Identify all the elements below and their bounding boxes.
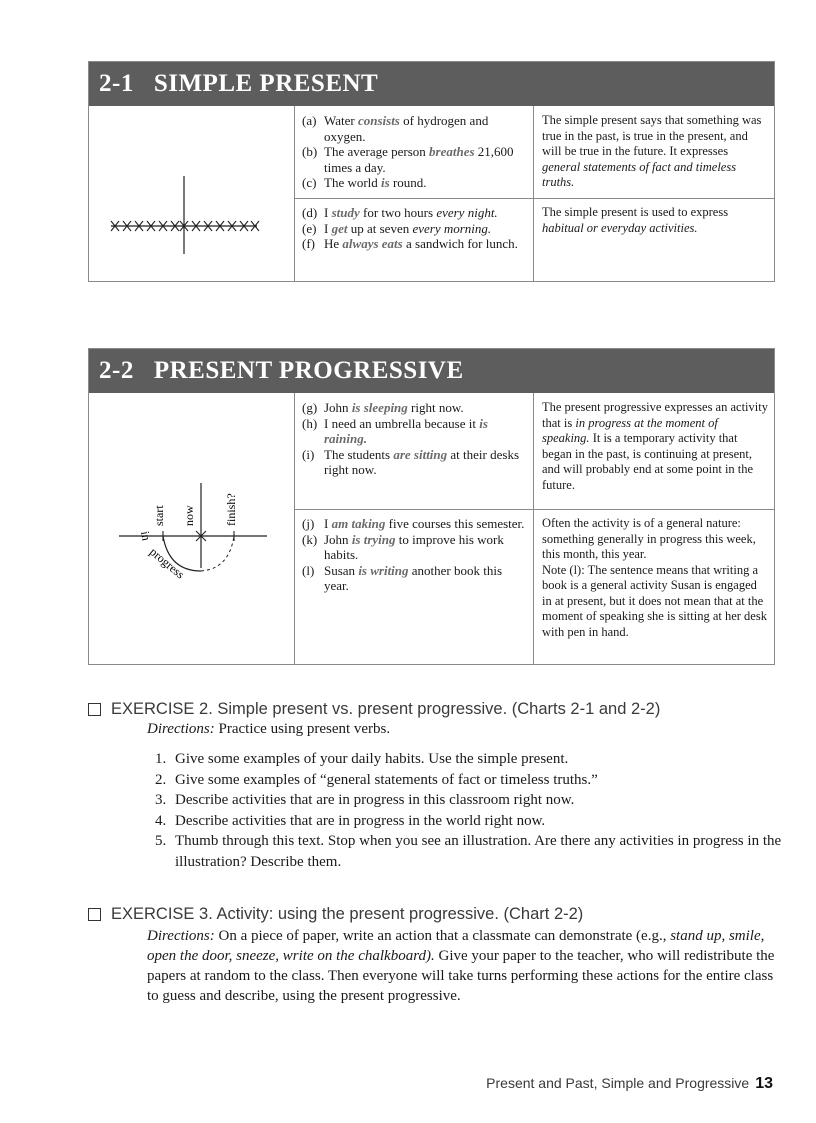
list-item: 3. Describe activities that are in progress in this classroom right now. xyxy=(155,790,788,811)
example-label: (k) xyxy=(302,531,318,547)
example-text: I xyxy=(324,220,332,236)
directions-label: Directions: xyxy=(147,721,215,737)
verb-highlight: breathes xyxy=(429,144,475,159)
example-b xyxy=(302,144,529,175)
chart-title: PRESENT PROGRESSIVE xyxy=(153,357,464,384)
explanation-note: Note (l): The sentence means that writing a book is a general activity Susan is engaged in at present, but it does not mean that at the moment of speaking she is sitting at her desk with pen in hand. xyxy=(542,562,767,639)
example-label: (c) xyxy=(302,175,317,190)
example-label: (j) xyxy=(302,516,315,531)
example-text: John xyxy=(324,531,352,547)
example-l xyxy=(302,563,529,594)
examples-column xyxy=(294,393,534,664)
example-e xyxy=(302,221,529,237)
explanation-plain: The simple present is used to express xyxy=(542,205,729,219)
example-text: The world xyxy=(324,175,382,190)
item-text: Describe activities that are in progress in the world right now. xyxy=(175,812,546,829)
example-text: of hydrogen and oxygen. xyxy=(324,113,489,144)
example-text: to improve his work habits. xyxy=(324,531,504,562)
example-j xyxy=(302,516,529,532)
chart-2-2 xyxy=(88,348,775,665)
explanation-text xyxy=(542,205,768,236)
examples-group xyxy=(302,113,529,191)
example-i xyxy=(302,447,529,478)
explanation-text xyxy=(542,113,768,191)
example-h xyxy=(302,416,529,447)
example-text: right now. xyxy=(407,400,464,415)
row-divider xyxy=(294,509,774,510)
verb-highlight: is trying xyxy=(351,531,396,547)
item-text: Thumb through this text. Stop when you see an illustration. Are there any activities in progress in the illustration? Describe them. xyxy=(175,833,782,870)
example-text: five courses this semester. xyxy=(385,516,525,531)
chart-number: 2-1 xyxy=(99,70,134,97)
page-footer xyxy=(486,1075,773,1093)
example-text: John xyxy=(324,400,352,415)
example-text: Water xyxy=(324,113,358,128)
time-expression: every morning. xyxy=(412,220,492,236)
chart-title: SIMPLE PRESENT xyxy=(153,70,379,97)
time-expression: every night. xyxy=(436,205,498,220)
verb-highlight: is xyxy=(381,175,390,190)
example-g xyxy=(302,400,529,416)
example-f xyxy=(302,236,529,252)
exercise-directions xyxy=(147,719,788,739)
example-label: (e) xyxy=(302,220,317,236)
label-progress: progress xyxy=(147,544,188,582)
item-text: Describe activities that are in progress in this classroom right now. xyxy=(175,792,575,808)
exercise-checkbox[interactable] xyxy=(88,908,101,921)
example-text: The students xyxy=(324,446,394,462)
example-text: a sandwich for lunch. xyxy=(402,236,518,251)
example-label: (d) xyxy=(302,205,318,220)
example-text: The average person xyxy=(324,144,430,159)
explanation-italic: general statements of fact and timeless truths. xyxy=(542,159,737,189)
explanation-plain: Often the activity is of a general nature: something generally in progress this week, this month, this year. xyxy=(542,516,756,561)
present-progressive-diagram xyxy=(89,393,294,666)
list-item: 4. Describe activities that are in progress in the world right now. xyxy=(155,811,788,832)
explanations-column xyxy=(533,393,774,664)
example-text: round. xyxy=(389,175,427,190)
example-d xyxy=(302,205,529,221)
verb-highlight: always eats xyxy=(342,236,403,251)
list-item: 2. Give some examples of “general statements of fact or timeless truths.” xyxy=(155,770,788,791)
timeline-illustration xyxy=(89,106,295,281)
chart-2-1 xyxy=(88,61,775,282)
verb-highlight: study xyxy=(331,205,360,220)
examples-group xyxy=(302,516,529,594)
example-text: 21,600 times a day. xyxy=(324,144,514,175)
simple-present-timeline-diagram xyxy=(89,106,294,283)
verb-highlight: is writing xyxy=(358,562,409,578)
chart-number: 2-2 xyxy=(99,357,134,384)
explanation-text xyxy=(542,400,768,493)
example-text: Susan xyxy=(324,562,359,578)
explanation-text xyxy=(542,516,768,640)
label-in: in xyxy=(138,530,154,542)
example-text: up at seven xyxy=(347,220,413,236)
item-text: Give some examples of “general statements of fact or timeless truths.” xyxy=(175,771,598,788)
exercise-title-text: EXERCISE 2. Simple present vs. present progressive. (Charts 2-1 and 2-2) xyxy=(111,700,661,718)
example-label: (f) xyxy=(302,236,315,251)
chart-header xyxy=(89,349,774,393)
explanations-column xyxy=(533,106,774,281)
example-label: (b) xyxy=(302,144,318,159)
label-start: start xyxy=(152,505,166,526)
row-divider xyxy=(294,198,774,199)
exercise-3 xyxy=(88,905,788,1006)
example-text: He xyxy=(324,236,343,251)
exercise-title xyxy=(88,700,788,719)
verb-highlight: am taking xyxy=(331,516,386,531)
label-finish: finish? xyxy=(224,493,238,526)
exercise-title xyxy=(88,905,788,924)
example-c xyxy=(302,175,529,191)
running-title: Present and Past, Simple and Progressive xyxy=(486,1075,750,1091)
examples-column xyxy=(294,106,534,281)
explanation-plain: The simple present says that something was true in the past, is true in the present, and will be true in the future. It expresses xyxy=(542,113,762,158)
exercise-directions xyxy=(147,926,788,1006)
directions-text: On a piece of paper, write an action that a classmate can demonstrate (e.g., xyxy=(218,928,667,944)
chart-header xyxy=(89,62,774,106)
verb-highlight: is raining. xyxy=(324,415,488,446)
example-label: (h) xyxy=(302,415,318,431)
example-text: I need an umbrella because it xyxy=(324,415,480,431)
directions-label: Directions: xyxy=(147,928,215,944)
example-k xyxy=(302,532,529,563)
example-text: I xyxy=(324,516,332,531)
exercise-checkbox[interactable] xyxy=(88,703,101,716)
explanation-plain: It is a temporary activity that began in the past, is continuing at present, and will probably end at some point in the future. xyxy=(542,431,754,492)
examples-group xyxy=(302,205,529,252)
page-number: 13 xyxy=(755,1075,773,1092)
explanation-italic: in progress at the moment of speaking. xyxy=(542,415,718,445)
example-text: another book this year. xyxy=(324,562,503,593)
example-text: for two hours xyxy=(359,205,437,220)
label-now: now xyxy=(182,505,196,526)
verb-highlight: get xyxy=(331,220,348,236)
list-item: 5. Thumb through this text. Stop when you see an illustration. Are there any activities in progress in the illustration? Describe them. xyxy=(155,831,788,872)
verb-highlight: is sleeping xyxy=(351,400,408,415)
example-label: (g) xyxy=(302,400,318,415)
explanation-plain: The present progressive expresses an activity that is xyxy=(542,400,768,430)
example-a xyxy=(302,113,529,144)
item-text: Give some examples of your daily habits. Use the simple present. xyxy=(175,751,569,767)
directions-text: Practice using present verbs. xyxy=(218,721,391,737)
verb-highlight: are sitting xyxy=(393,446,448,462)
directions-examples: stand up, smile, open the door, sneeze, write on the chalkboard). xyxy=(147,928,765,964)
list-item: 1. Give some examples of your daily habits. Use the simple present. xyxy=(155,749,788,770)
exercise-item-list xyxy=(155,749,788,872)
exercise-title-text: EXERCISE 3. Activity: using the present progressive. (Chart 2-2) xyxy=(111,905,584,923)
examples-group xyxy=(302,400,529,478)
example-label: (a) xyxy=(302,113,317,128)
example-label: (i) xyxy=(302,446,315,462)
explanation-italic: habitual or everyday activities. xyxy=(542,220,698,235)
verb-highlight: consists xyxy=(357,113,400,128)
example-text: at their desks right now. xyxy=(324,446,519,477)
example-text: I xyxy=(324,205,332,220)
directions-text: Give your paper to the teacher, who will redistribute the papers at random to the class. Then everyone will take turns performing these actions for the entire class to guess and describe, using the present progressive. xyxy=(147,948,775,1004)
example-label: (l) xyxy=(302,562,315,578)
exercise-2 xyxy=(88,700,788,872)
progress-illustration xyxy=(89,393,295,664)
